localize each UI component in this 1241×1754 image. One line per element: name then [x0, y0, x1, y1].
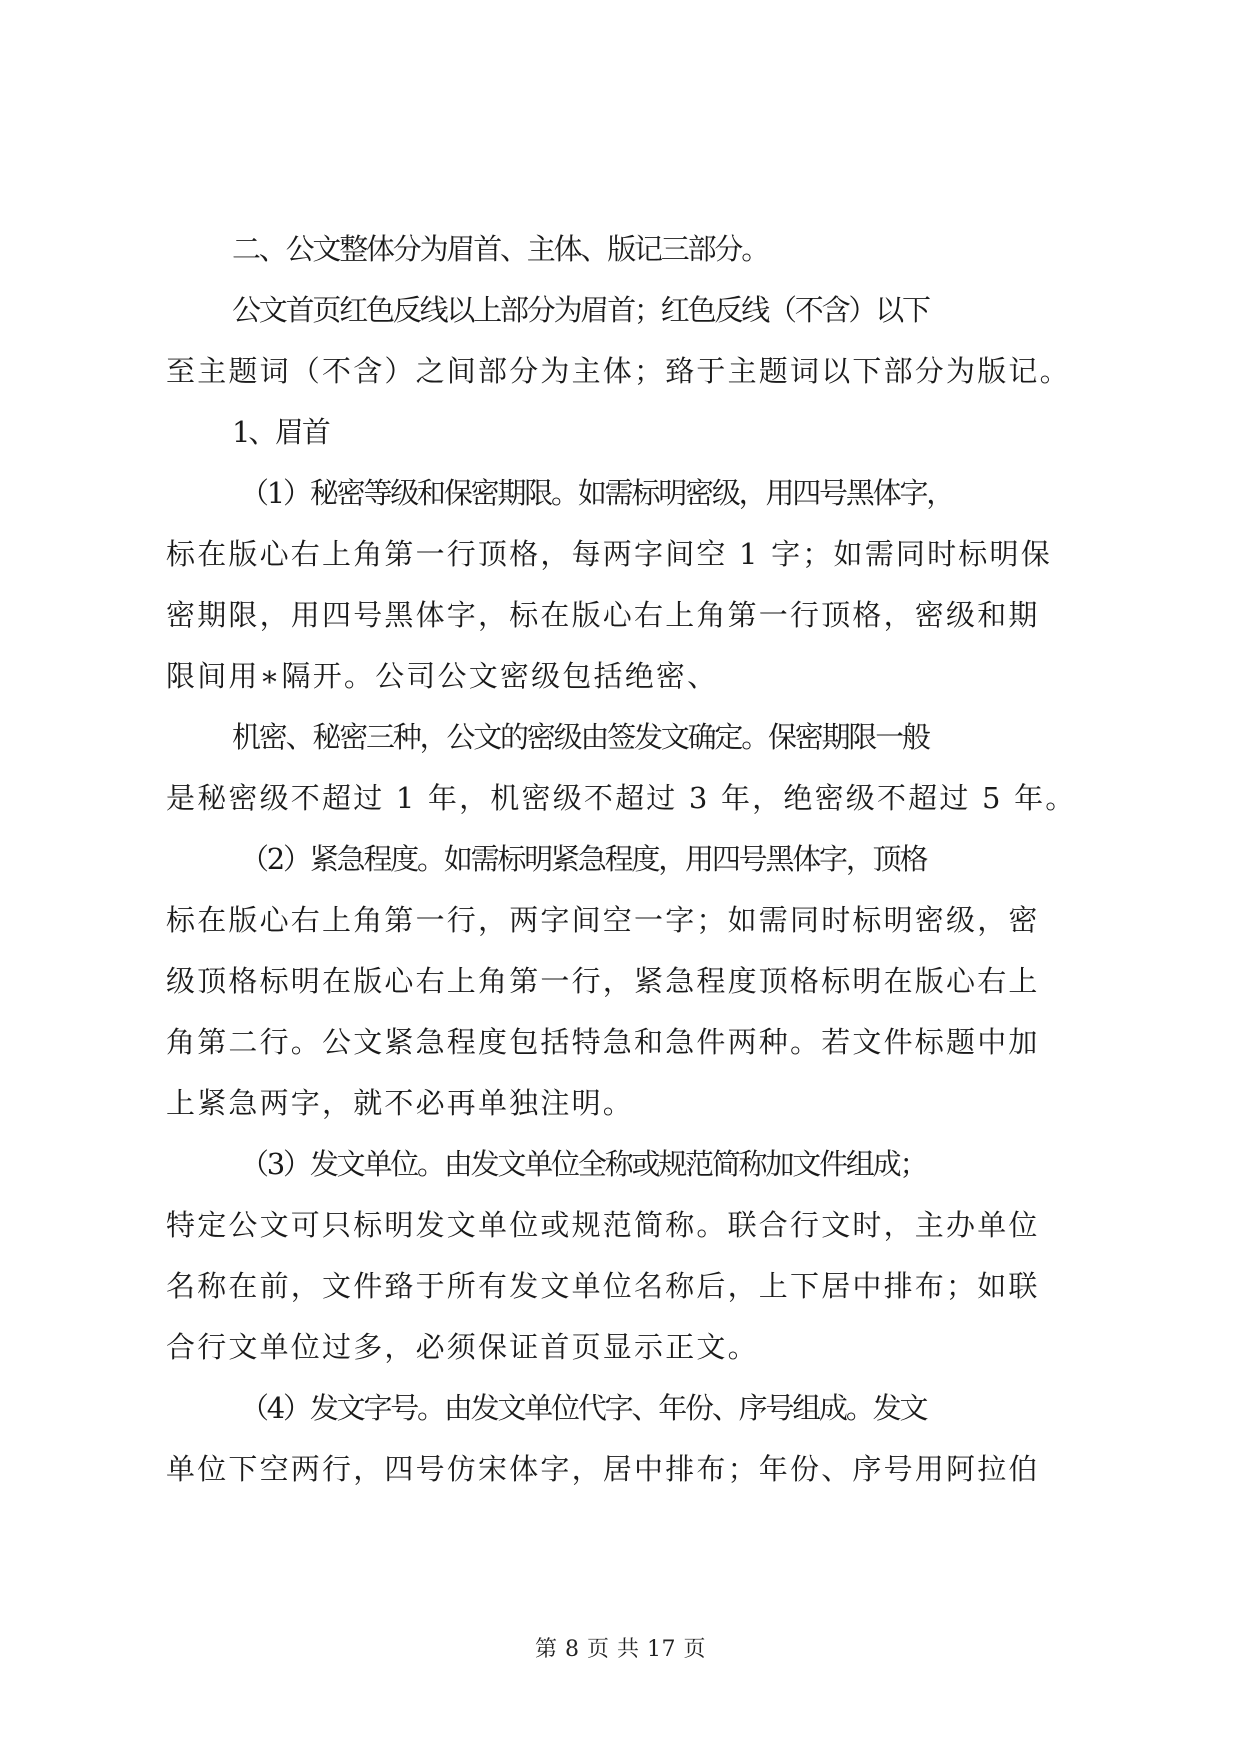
paragraph-line: 名称在前，文件臵于所有发文单位名称后，上下居中排布；如联	[166, 1269, 1040, 1303]
section-heading: 1、眉首	[232, 415, 329, 449]
heading-line: 二、公文整体分为眉首、主体、版记三部分。	[232, 232, 769, 266]
paragraph-line: 级顶格标明在版心右上角第一行，紧急程度顶格标明在版心右上	[166, 964, 1040, 998]
paragraph-line: 至主题词（不含）之间部分为主体；臵于主题词以下部分为版记。	[166, 354, 1071, 388]
paragraph-line: 单位下空两行，四号仿宋体字，居中排布；年份、序号用阿拉伯	[166, 1452, 1040, 1486]
paragraph-line: 机密、秘密三种，公文的密级由签发文确定。保密期限一般	[232, 720, 929, 754]
paragraph-line: 角第二行。公文紧急程度包括特急和急件两种。若文件标题中加	[166, 1025, 1040, 1059]
paragraph-line: （1）秘密等级和保密期限。如需标明密级，用四号黑体字，	[240, 476, 954, 510]
paragraph-line: 密期限，用四号黑体字，标在版心右上角第一行顶格，密级和期	[166, 598, 1040, 632]
paragraph-line: 是秘密级不超过 1 年，机密级不超过 3 年，绝密级不超过 5 年。	[166, 781, 1077, 815]
paragraph-line: 限间用∗隔开。公司公文密级包括绝密、	[166, 659, 719, 693]
paragraph-line: 上紧急两字，就不必再单独注明。	[166, 1086, 635, 1120]
paragraph-line: 公文首页红色反线以上部分为眉首；红色反线（不含）以下	[232, 293, 929, 327]
paragraph-line: 标在版心右上角第一行顶格，每两字间空 1 字；如需同时标明保	[166, 537, 1052, 571]
paragraph-line: 标在版心右上角第一行，两字间空一字；如需同时标明密级，密	[166, 903, 1040, 937]
paragraph-line: （3）发文单位。由发文单位全称或规范简称加文件组成；	[240, 1147, 927, 1181]
paragraph-line: （2）紧急程度。如需标明紧急程度，用四号黑体字，顶格	[240, 842, 927, 876]
paragraph-line: 特定公文可只标明发文单位或规范简称。联合行文时，主办单位	[166, 1208, 1040, 1242]
paragraph-line: 合行文单位过多，必须保证首页显示正文。	[166, 1330, 759, 1364]
page-number-footer: 第 8 页 共 17 页	[535, 1637, 706, 1662]
paragraph-line: （4）发文字号。由发文单位代字、年份、序号组成。发文	[240, 1391, 927, 1425]
